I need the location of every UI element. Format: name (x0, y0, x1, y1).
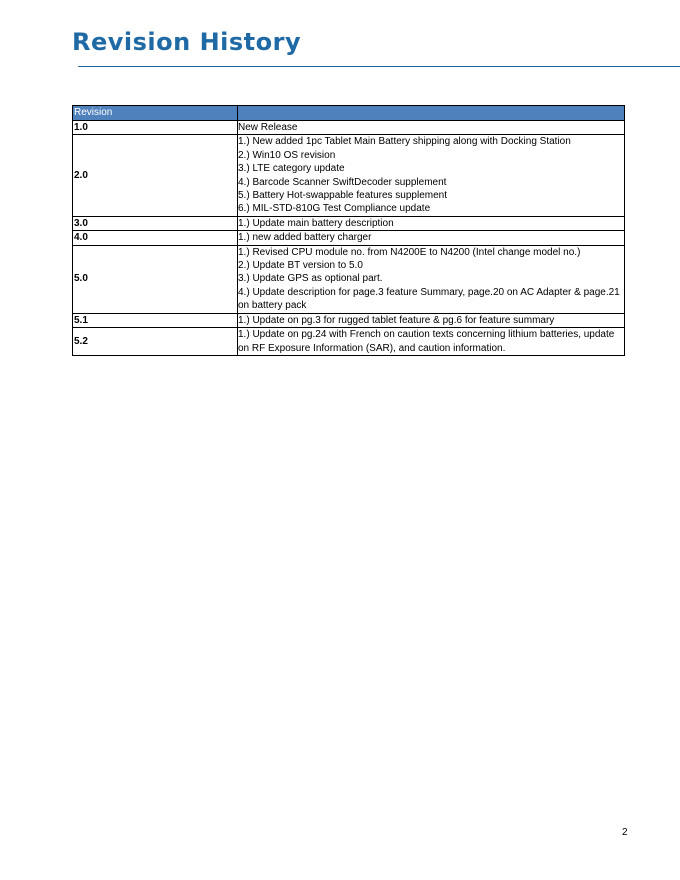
revision-number-cell: 5.0 (73, 245, 238, 313)
page-number: 2 (622, 827, 628, 838)
revision-description-cell (238, 135, 625, 216)
description-line: 1.) new added battery charger (238, 232, 372, 244)
description-line: 1.) Revised CPU module no. from N4200E to N4200 (Intel change model no.) (238, 246, 581, 258)
description-line: 3.) LTE category update (238, 163, 345, 175)
column-header-description (238, 106, 625, 121)
revision-description-cell (238, 121, 625, 135)
revision-description-cell (238, 245, 625, 313)
table-row (73, 216, 625, 230)
revision-number-cell: 4.0 (73, 231, 238, 245)
revision-description-cell (238, 313, 625, 327)
table-row (73, 313, 625, 327)
description-line: 2.) Update BT version to 5.0 (238, 260, 363, 272)
revision-table-body (73, 121, 625, 356)
description-line: 6.) MIL-STD-810G Test Compliance update (238, 203, 431, 215)
table-row (73, 121, 625, 135)
column-header-revision: Revision (73, 106, 238, 121)
description-line: 1.) New added 1pc Tablet Main Battery shipping along with Docking Station (238, 136, 571, 148)
description-line: 4.) Update description for page.3 feature Summary, page.20 on AC Adapter & page.21 on battery pack (238, 286, 620, 312)
revision-number-cell: 2.0 (73, 135, 238, 216)
table-row (73, 135, 625, 216)
revision-number-cell: 5.1 (73, 313, 238, 327)
revision-description-cell (238, 216, 625, 230)
description-line: New Release (238, 122, 298, 133)
title-underline (78, 66, 680, 67)
description-line: 1.) Update main battery description (238, 217, 394, 229)
description-line: 1.) Update on pg.3 for rugged tablet feature & pg.6 for feature summary (238, 314, 555, 326)
revision-number-cell: 1.0 (73, 121, 238, 135)
description-line: 3.) Update GPS as optional part. (238, 273, 383, 285)
revision-table (72, 105, 625, 356)
table-header-row (73, 106, 625, 121)
revision-number-cell: 3.0 (73, 216, 238, 230)
table-row (73, 231, 625, 245)
page-title: Revision History (72, 28, 302, 56)
description-line: 1.) Update on pg.24 with French on caution texts concerning lithium batteries, update on RF Exposure Information (SAR), and caution information. (238, 329, 615, 354)
revision-description-cell (238, 231, 625, 245)
description-line: 2.) Win10 OS revision (238, 149, 336, 161)
table-row (73, 245, 625, 313)
table-row (73, 328, 625, 356)
revision-description-cell (238, 328, 625, 356)
revision-number-cell: 5.2 (73, 328, 238, 356)
description-line: 5.) Battery Hot-swappable features supplement (238, 190, 447, 202)
description-line: 4.) Barcode Scanner SwiftDecoder supplement (238, 176, 447, 188)
